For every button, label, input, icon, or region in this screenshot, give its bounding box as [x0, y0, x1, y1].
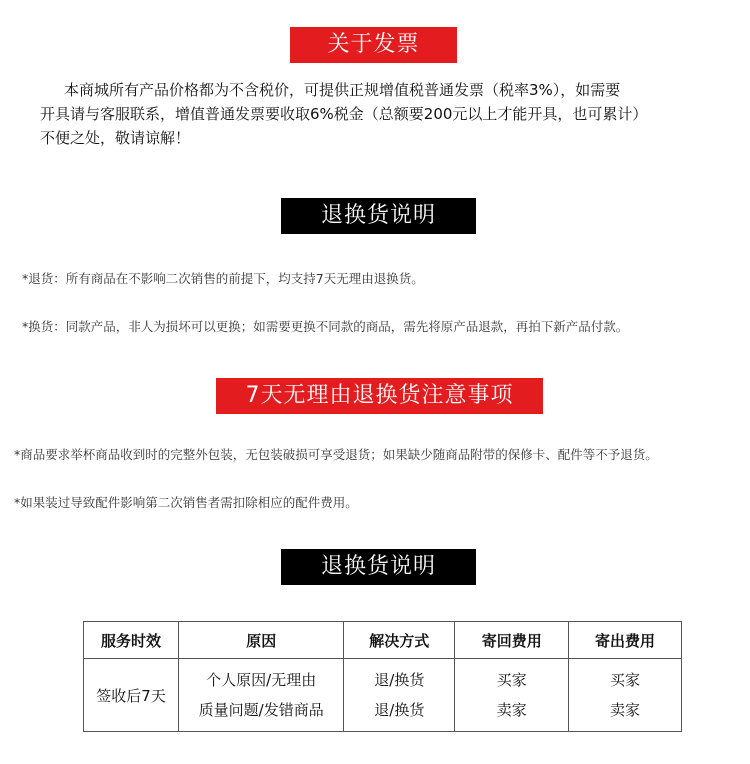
- solution-item: 退/换货: [374, 671, 425, 689]
- reason-cell: [179, 659, 344, 732]
- period-cell: 签收后7天: [84, 659, 179, 732]
- invoice-paragraph: [40, 78, 730, 150]
- column-header-send-cost: 寄出费用: [569, 622, 682, 659]
- table-header-row: [84, 622, 682, 659]
- table-row: [84, 659, 682, 732]
- policy-table-heading: 退换货说明: [281, 549, 476, 585]
- send-cost-cell: [569, 659, 682, 732]
- return-notes-heading: 退换货说明: [281, 198, 476, 234]
- solution-cell: [344, 659, 455, 732]
- reason-item: 质量问题/发错商品: [198, 701, 324, 719]
- column-header-return-cost: 寄回费用: [455, 622, 569, 659]
- invoice-heading: 关于发票: [290, 27, 457, 63]
- solution-item: 退/换货: [374, 701, 425, 719]
- invoice-line: 本商城所有产品价格都为不含税价，可提供正规增值税普通发票（税率3%），如需要: [64, 81, 621, 99]
- seven-day-heading: 7天无理由退换货注意事项: [216, 378, 543, 414]
- packaging-note: *商品要求举杯商品收到时的完整外包装，无包装破损可享受退货；如果缺少随商品附带的保修卡、配件等不予退货。: [14, 447, 658, 462]
- reason-item: 个人原因/无理由: [206, 671, 317, 689]
- send-cost-item: 买家: [610, 671, 641, 689]
- exchange-note: *换货：同款产品，非人为损坏可以更换；如需要更换不同款的商品，需先将原产品退款，再拍下新产品付款。: [22, 319, 629, 334]
- invoice-line: 开具请与客服联系，增值普通发票要收取6%税金（总额要200元以上才能开具，也可累计）: [40, 105, 648, 123]
- send-cost-item: 卖家: [610, 701, 641, 719]
- return-note: *退货：所有商品在不影响二次销售的前提下，均支持7天无理由退换货。: [22, 271, 424, 286]
- column-header-solution: 解决方式: [344, 622, 455, 659]
- return-cost-cell: [455, 659, 569, 732]
- column-header-period: 服务时效: [84, 622, 179, 659]
- parts-note: *如果装过导致配件影响第二次销售者需扣除相应的配件费用。: [14, 495, 358, 510]
- column-header-reason: 原因: [179, 622, 344, 659]
- invoice-line: 不便之处，敬请谅解！: [40, 129, 191, 147]
- return-cost-item: 买家: [496, 671, 527, 689]
- return-policy-table: [83, 621, 682, 732]
- return-cost-item: 卖家: [496, 701, 527, 719]
